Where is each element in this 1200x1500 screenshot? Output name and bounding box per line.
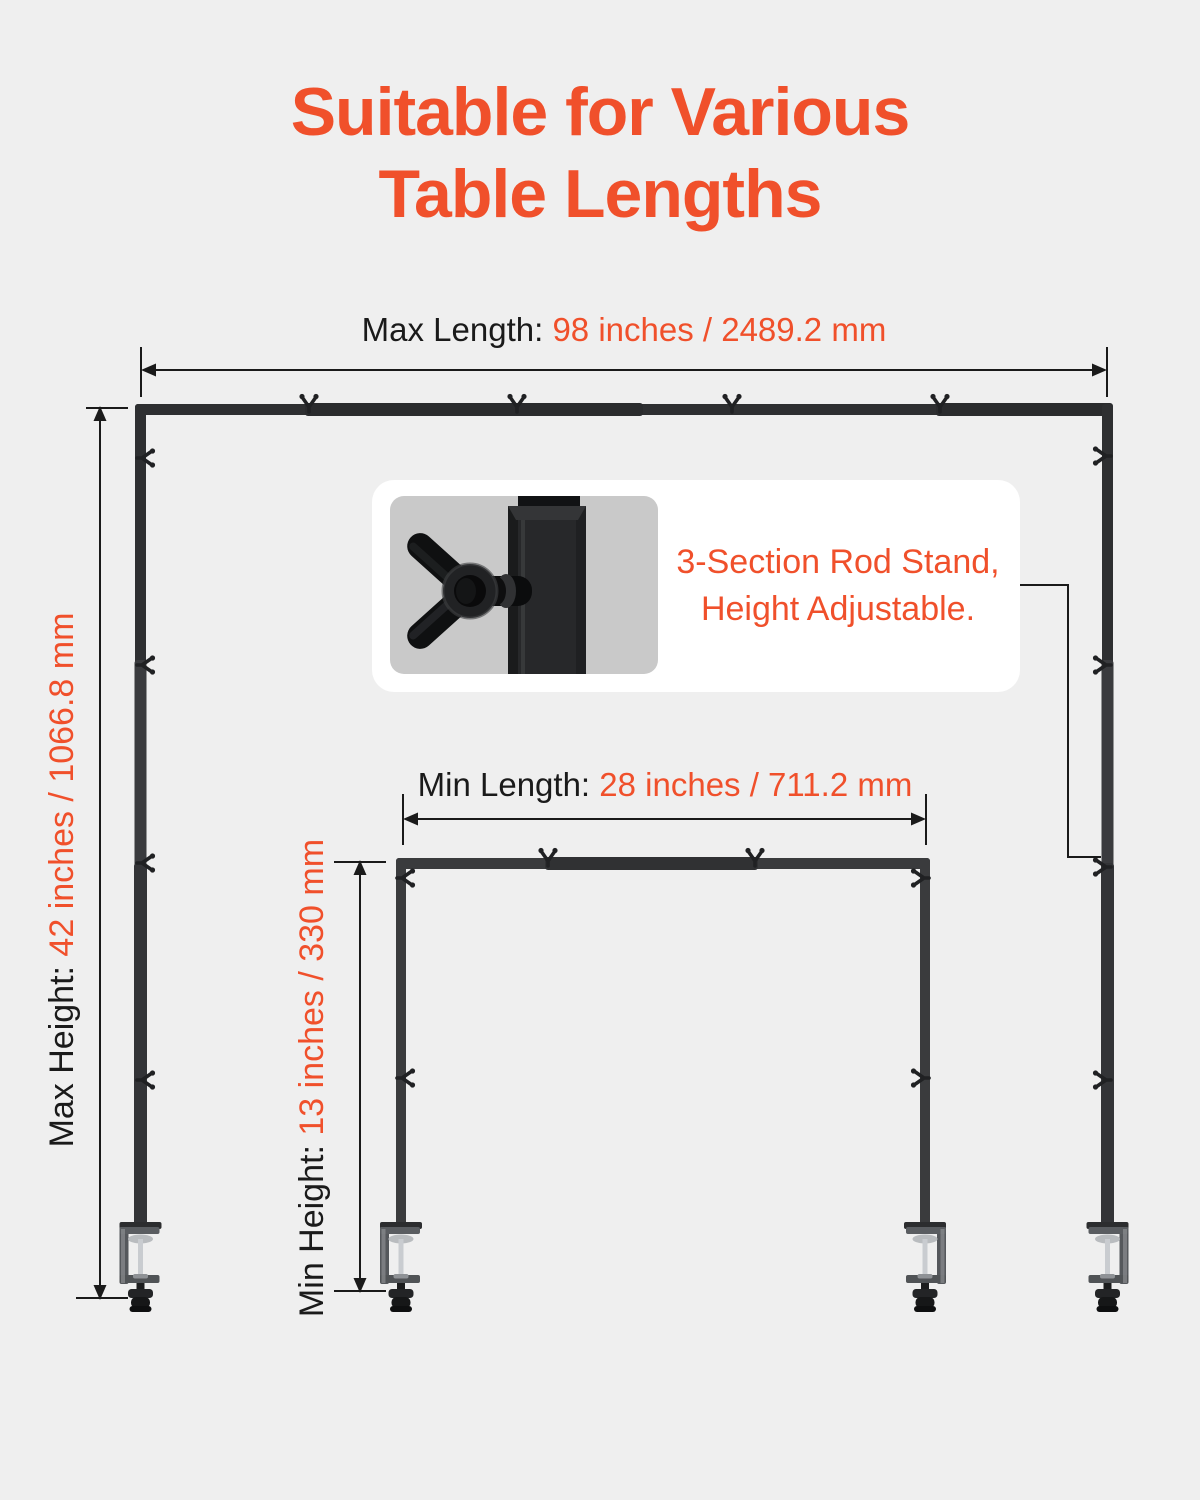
max-height-caption: Max Height: [43,956,81,1148]
wing-knob-illustration [390,496,658,674]
max-length-label [140,311,1108,349]
min-height-value: 13 inches / 330 mm [293,838,331,1136]
page-title [0,72,1200,235]
callout-leader-line [1019,585,1101,857]
table-clamp [904,1222,946,1312]
min-height-caption: Min Height: [293,1135,331,1318]
min-length-value: 28 inches / 711.2 mm [599,766,913,803]
max-height-value: 42 inches / 1066.8 mm [43,612,81,957]
max-length-value: 98 inches / 2489.2 mm [552,311,887,348]
min-height-label [290,828,334,1328]
dimension-line-min-height [334,860,386,1293]
callout-text-line2: Height Adjustable. [700,590,976,628]
callout-text-line1: 3-Section Rod Stand, [676,543,1000,582]
page-title-line2: Table Lengths [378,155,822,232]
min-length-label [402,766,928,804]
dimension-line-max-length [141,347,1107,397]
table-clamp [380,1222,422,1312]
max-height-label [40,570,84,1190]
feature-callout-card [372,480,1020,692]
callout-text [668,480,1008,692]
page-title-line1: Suitable for Various [290,74,910,150]
small-frame [380,848,946,1312]
max-length-caption: Max Length: [361,311,553,348]
table-clamp [1087,1222,1129,1312]
wing-knob-photo [390,496,658,674]
min-length-caption: Min Length: [417,766,600,803]
